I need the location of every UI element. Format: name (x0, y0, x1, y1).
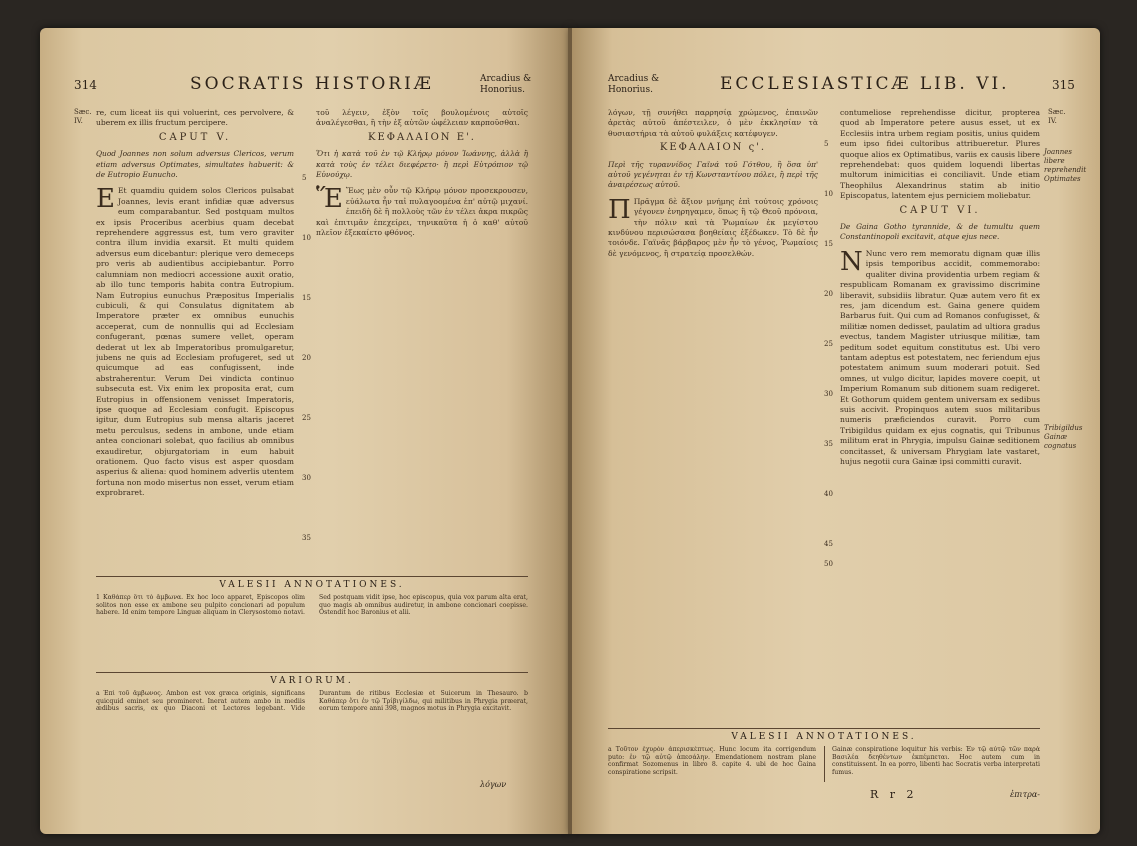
right-line-number: 15 (824, 240, 833, 248)
book-gutter (568, 28, 572, 834)
right-greek-column (608, 108, 818, 568)
right-line-number: 20 (824, 290, 833, 298)
right-caput-argument: De Gaina Gotho tyrannide, & de tumultu quem Constantinopoli excitavit, atque ejus nece. (840, 222, 1040, 242)
left-line-number: 35 (302, 534, 311, 542)
left-latin-body: Et quamdiu quidem solos Clericos pulsabat Joannes, levis erant infidiæ quæ adversus eum comparabantur. Sed postquam multos ex ipsis Proceribus acerbius quam decebat reprehendere aggressus est, tum vero graviter contra illum invidia exarsit. Et multi quidem adversus eum dicebantur: plerique vero demeceps pro veris ab audientibus accipiebantur. Porro calumniam non mediocri accessione auxit oratio, ab illo tunc temporis habita contra Eutropium. Nam Eutropius eunuchus Præpositus Imperialis cubiculi, & qui Consulatus dignitatem ab Imperatore præter ex omnibus eunuchis acceperat, cum de nonnullis qui ad Ecclesiam confugerant, pœnas sumere vellet, operam dederat ut lex ab Imperatoribus promulgaretur, jubens ne quis ad Ecclesiam profugeret, sed ut quicumque ad eas confugissent, inde abstraherentur. Verum Dei vindicta continuo subsecuta est. Vix enim lex proposita erat, cum Eutropius in offensionem venisset Imperatoris, ipse quoque ad Ecclesiam confugit. Episcopus igitur, dum Eutropius sub mensa altaris jaceret metu perculsus, sedens in ambone, unde etiam antea concionari solebat, quo facilius ab omnibus exaudiretur, objurgatoriam in eum habuit orationem. Quo facto visus est asper quosdam asperius & aliena: quod hominem adverlis utentem fortuna non modo misertus non esset, verum etiam exprobraret. (96, 186, 294, 498)
right-margin-note-tribigildus: Tribigildus Gainæ cognatus (1044, 424, 1083, 450)
left-greek-intro: τοῦ λέγειν, ἐξὸν τοῖς βουλομένοις αὐτοῖς ἀναλέγεσθαι, ἢ τὴν ἐξ αὐτῶν ὠφέλειαν καρποῦσθαι. (316, 108, 528, 128)
right-caput-heading: CAPUT VI. (899, 204, 981, 216)
right-side-head-century: Sæc. IV. (1048, 108, 1066, 125)
left-latin-intro: re, cum liceat iis qui voluerint, ces pervolvere, & uberem ex illis fructum percipere. (96, 108, 294, 128)
open-book (40, 28, 1100, 834)
right-latin-top: contumeliose reprehendisse dicitur, propterea quod ab Imperatore petere ausus esset, ut ex Ecclesiis intra urbem regiam positis, unius quidem eum ipso fidei cultoribus attribueretur. Plures quoque alios ex Optimatibus, variis ex causis libere reprehendebat: quos quidem loquendi libertas multorum inimicitias ei conciliavit. Unde etiam Theophilus Alexandrinus statim ab initio Episcopatus, latentem ejus perniciem moliebatur. (840, 108, 1040, 201)
right-line-number: 10 (824, 190, 833, 198)
left-running-head: SOCRATIS HISTORIÆ (190, 74, 434, 94)
right-greek-argument: Περὶ τῆς τυραννίδος Γαϊνά τοῦ Γότθου, ἢ ὅσα ὑπ' αὐτοῦ γεγένηται ἐν τῇ Κωνσταντίνου πόλει, ἢ περὶ τῆς ἀναιρέσεως αὐτοῦ. (608, 159, 818, 190)
right-latin-body: Nunc vero rem memoratu dignam quæ illis ipsis temporibus accidit, commemorabo: qualiter divina providentia urbem regiam & respublicam Romanam ex gravissimo discrimine liberavit, subsidiis libratur. Quæ autem vero fit ex res, jam dicendum est. Gaina genere quidem Barbarus fuit. Qui cum ad Romanos confugisset, & militiæ nomen dedisset, paulatim ad ultiora gradus evectus, tandem Magister utriusque militiæ, tam peditum sodet equitum constitutus est. Ubi vero tantam adeptus est potestatem, nec feriendum ejus potestatem animum suum moderari potuit. Sed omnes, ut vulgo dicitur, lapides movere coepit, ut Imperium Romanum sub ditionem suam redigeret. Et Gothorum quidem gentem universam ex sedibus suis accivit. Propinquos autem suos militaribus numeris præficiendos curavit. Porro cum Tribigildus quidam ex ejus cognatis, qui Tribunus militum erat in Phrygia, impulsu Gainæ seditionem concitasset, & universam Phrygiam late vastaret, hujus negotii cura Gainæ ipsi committi curavit. (840, 248, 1040, 466)
left-line-number: 30 (302, 474, 311, 482)
right-notes-text-2: Gainæ conspiratione loquitur his verbis: Ἐν τῷ αὐτῷ τῶν παρὰ Βασιλέα δεηθέντων ἐκπέμπεται. Hoc autem cum in constituissent. In ea porro, libenti hac Socratis verba interpretati fumus. (832, 746, 1040, 776)
left-header (40, 74, 570, 104)
right-line-number: 50 (824, 560, 833, 568)
right-notes-text: a Τοῦτον ἐχυρὸν ἀπερισκέπτως. Hunc locum ita corrigendum puto: ἐν τῷ αὐτῷ ἀπεσάλην. Emendationem nostram plane confirmat Sozomenus in libro 8. capite 4. ubi de hoc Gaina conspiratione scripsit. (608, 746, 816, 776)
left-line-number: 20 (302, 354, 311, 362)
right-margin-note-optimates: Joannes libere reprehendit Optimates (1044, 148, 1087, 183)
right-notes-rule (608, 728, 1040, 729)
right-signature-mark: R r 2 (870, 788, 918, 801)
left-line-number: 15 (302, 294, 311, 302)
left-side-head-century: Sæc. IV. (74, 108, 92, 125)
right-notes-title: VALESII ANNOTATIONES. (731, 732, 917, 742)
left-catchword: λόγων (480, 780, 507, 789)
right-greek-dropcap: Π (608, 194, 631, 225)
left-caput-heading: CAPUT V. (158, 131, 232, 143)
left-page-number: 314 (74, 78, 97, 92)
right-header (570, 74, 1100, 104)
right-side-head-reign: Arcadius & Honorius. (608, 74, 660, 95)
left-greek-argument: Ὅτι ἡ κατὰ τοῦ ἐν τῷ Κλήρῳ μόνον Ἰωάννης, ἀλλὰ ἢ κατὰ τοὺς ἐν τέλει διεφέρετο· ἢ περὶ Εὐτρόπιον τῷ Εὐνούχῳ. (316, 149, 528, 180)
left-line-number: 10 (302, 234, 311, 242)
left-greek-body: Ἕως μὲν οὖν τῷ Κλήρῳ μόνον προσεκρουσεν, εὐάλωτα ἦν ταἰ πυλαγοομένα ἐπ' αὐτῷ μιχανί. ἐπειδὴ δὲ ἢ πολλοὺς τῶν ἐν τέλει ἀκρα πικρῶς καὶ ἐπιτιμᾶν ἐπεχείρει, τηνικαῦτα ἡ ὁ καθ' αὐτοῦ πλεῖον ἐξεκαίετο φθόνος. (316, 186, 528, 238)
right-notes-divider (824, 746, 825, 782)
right-line-number: 30 (824, 390, 833, 398)
right-page-number: 315 (1052, 78, 1075, 92)
right-latin-column (840, 108, 1040, 568)
left-page (40, 28, 570, 834)
left-greek-dropcap: Ἕ (316, 184, 343, 215)
left-greek-caput-heading: ΚΕΦΑΛΑΙΟΝ Ε'. (368, 131, 476, 143)
left-caput-argument: Quod Joannes non solum adversus Clericos, verum etiam adversus Optimates, simultates habuerit: & de Eutropio Eunucho. (96, 149, 294, 180)
left-variorum-text: a Ἐπὶ τοῦ ἄμβωνος. Ambon est vox græca originis, significans quicquid eminet seu promineret. Inerat autem ambo in mediis ædibus sacris, ex quo Diaconi et Lectores legebant. Vide Durantum de ritibus Ecclesiæ et Suicerum in Thesauro. b Καθάπερ ὅτι ἐν τῷ Τρίβιγίλδω, qui militibus in Phrygia præerat, eorum tempore anni 398, magnos motus in Phrygia excitavit. (96, 690, 528, 713)
right-line-number: 40 (824, 490, 833, 498)
left-variorum-rule (96, 672, 528, 673)
left-line-number: 25 (302, 414, 311, 422)
left-variorum-title: VARIORUM. (270, 676, 354, 686)
right-line-number: 45 (824, 540, 833, 548)
right-dropcap: N (840, 246, 863, 277)
right-catchword: ἐπιτρα- (1010, 790, 1040, 799)
right-line-number: 35 (824, 440, 833, 448)
left-notes-title: VALESII ANNOTATIONES. (219, 580, 405, 590)
right-greek-body: Πρᾶγμα δὲ ἄξιον μνήμης ἐπὶ τούτοις χρόνοις γέγονεν ἐνηρηγαμεν, ὅπως ἢ τῷ Θεοῦ πρόνοια, τὴν πόλιν καὶ τὰ Ῥωμαίων ἐκ μεγίστου κινδύνου περισώσασα βοηθείαις ἐξέδωκεν. Τὸ δὲ ἦν τοιόνδε. Γαϊνᾶς βάρβαρος μὲν ἦν τὸ γένος, Ῥωμαίοις δὲ γενόμενος, ἢ στρατείᾳ προσελθών. (608, 196, 818, 258)
left-side-head-reign: Arcadius & Honorius. (480, 74, 532, 95)
left-greek-column (316, 108, 528, 568)
right-running-head: ECCLESIASTICÆ LIB. VI. (720, 74, 1010, 94)
left-dropcap: E (96, 184, 115, 215)
left-latin-column (96, 108, 294, 568)
right-greek-caput-heading: ΚΕΦΑΛΑΙΟΝ ς'. (659, 142, 767, 154)
left-notes-rule (96, 576, 528, 577)
right-page (570, 28, 1100, 834)
left-notes-text: 1 Καθάπερ ὅτι τὸ ἄμβωνα. Ex hoc loco apparet, Episcopos olim solitos non esse ex ambone seu pulpito concionari ad populum habere. Id enim tempore Linguæ aliquam in Clerysostomo notavi. Sed postquam vidit ipse, hoc episcopus, quia vox parum alta erat, quo magis ab omnibus audiretur, in ambone concionari coepisse. Ostendit hoc Baronius et alii. (96, 594, 528, 617)
left-line-number: 5 (302, 174, 307, 182)
right-line-number: 5 (824, 140, 829, 148)
right-greek-top: λόγων, τῇ συνήθει παρρησίᾳ χρώμενος, ἐπαινῶν ἀρετὰς αὐτοῦ ἀπέστειλεν, ὁ μὲν ἐκκλησίαν τὰ θυσιαστήρια τὰ αὐτοῦ φυλάξεις κατέφυγεν. (608, 108, 818, 138)
right-line-number: 25 (824, 340, 833, 348)
